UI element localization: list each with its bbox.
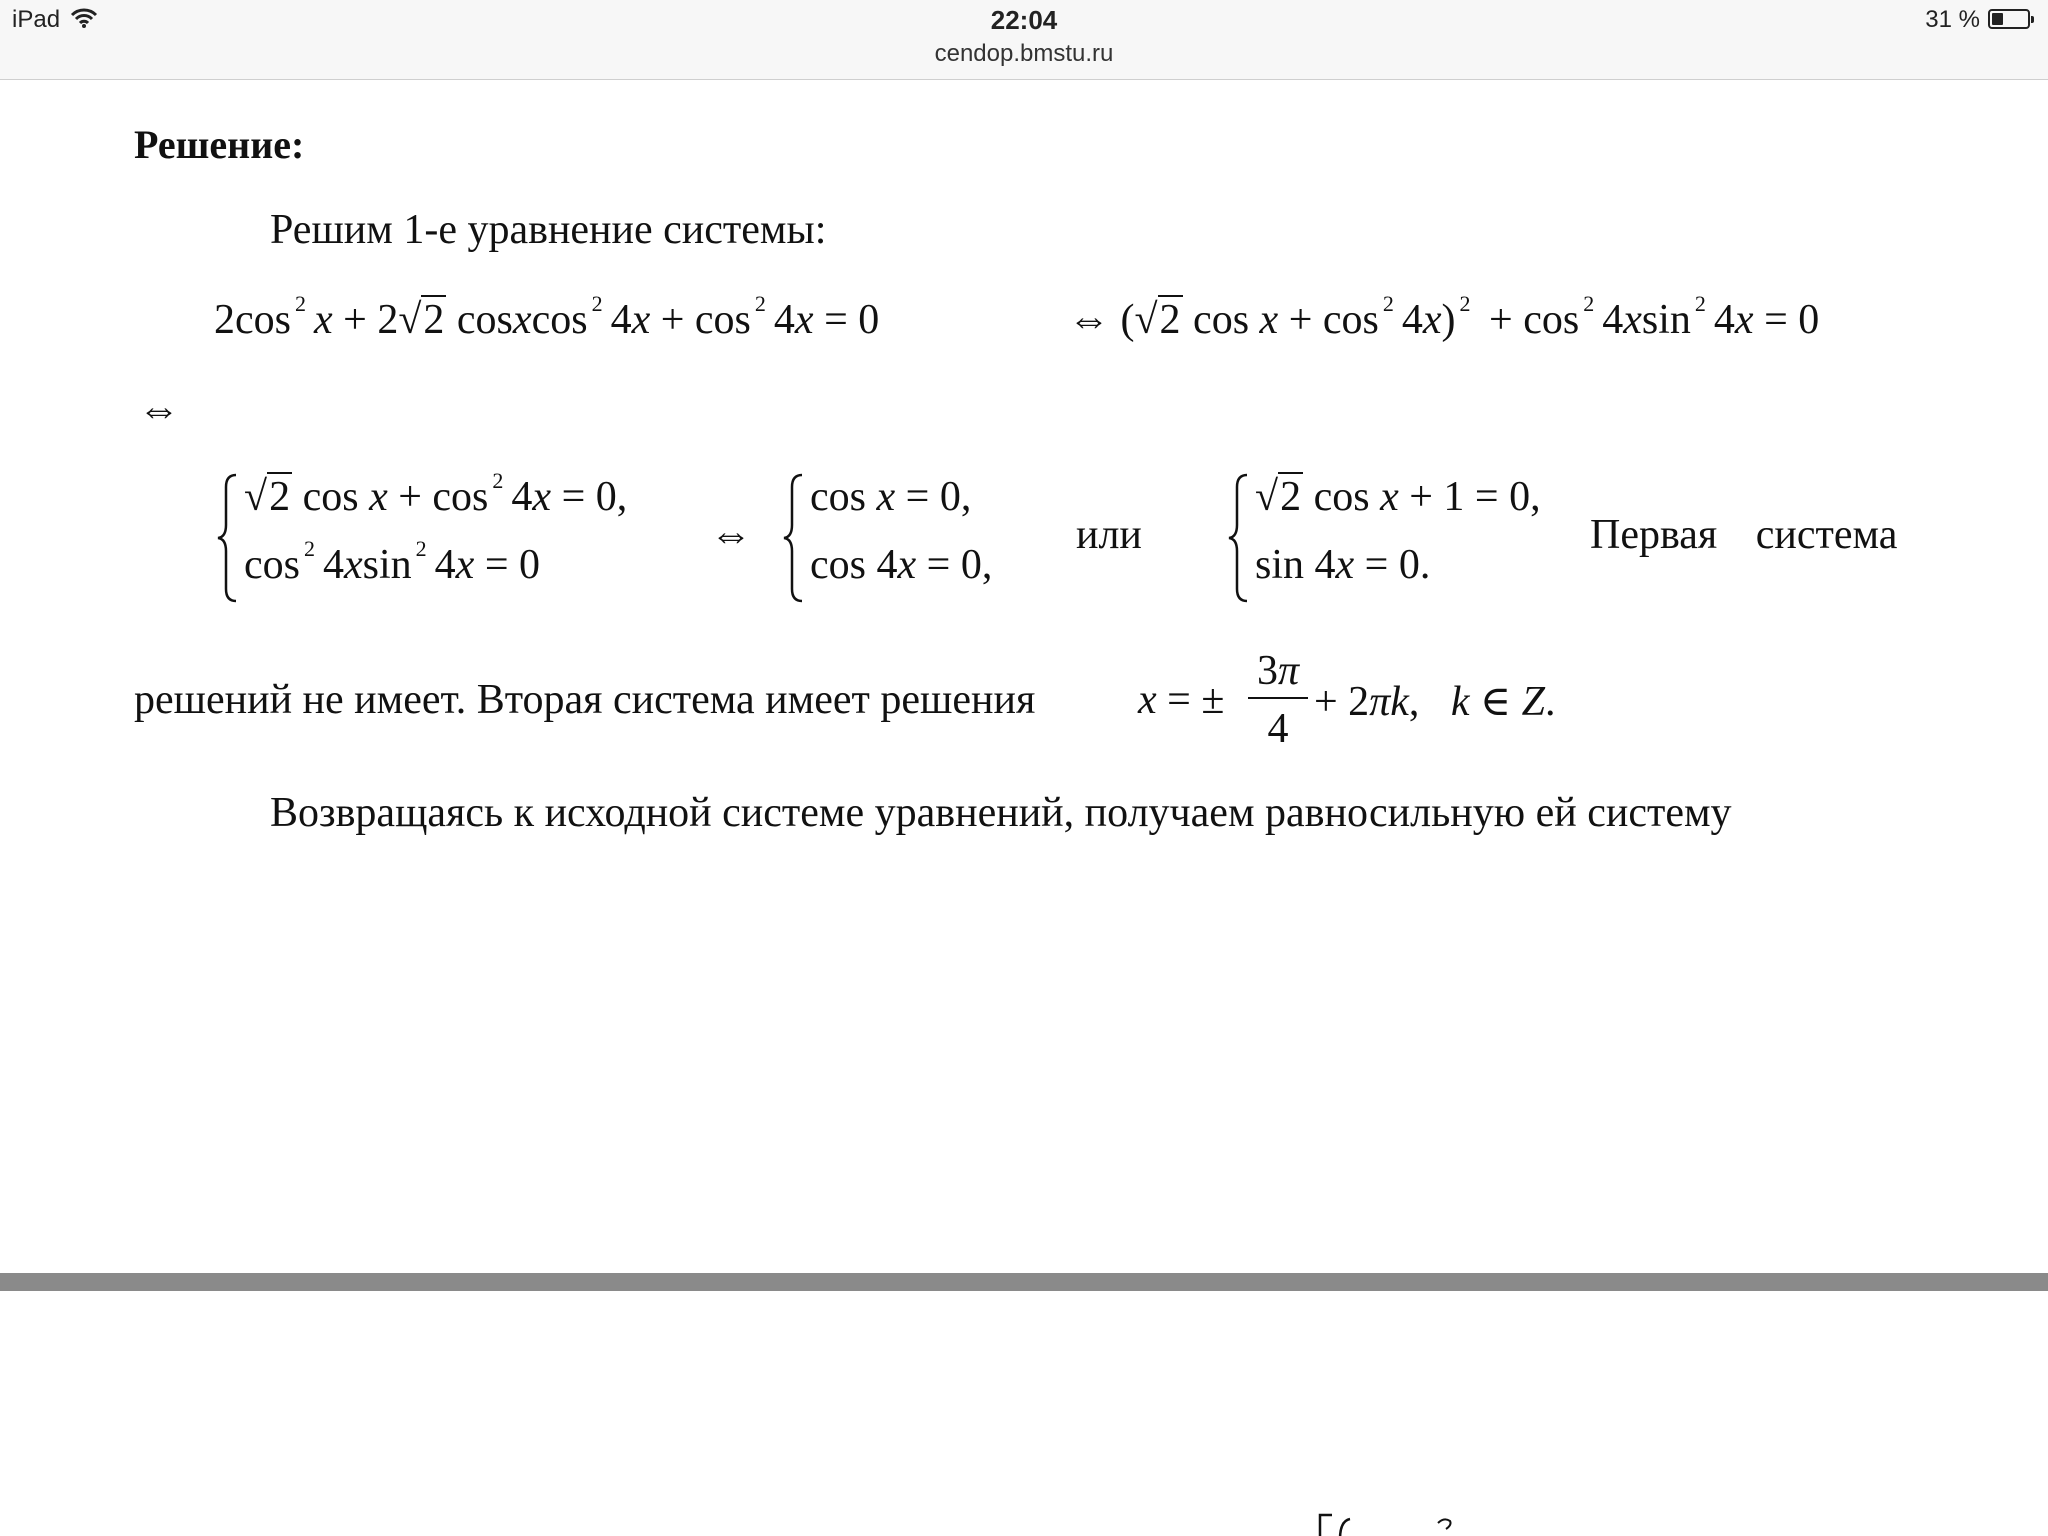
equivalence-symbol: ⇔ xyxy=(138,387,180,433)
page-divider xyxy=(0,1273,2048,1291)
system-1-row-2: cos $^2$ 4xsin $^2$ 4x = 0 xyxy=(244,536,541,588)
next-page-fragment xyxy=(1310,1509,1470,1536)
equivalence-symbol: ⇔ xyxy=(1068,297,1110,343)
device-name: iPad xyxy=(12,6,61,33)
solution-lhs: x = ± xyxy=(1138,677,1225,723)
battery-percentage: 31 % xyxy=(1925,6,1980,33)
or-word: или xyxy=(1076,512,1142,558)
battery-level-fill xyxy=(1992,13,2003,25)
system-2-row-2: cos 4x = 0, xyxy=(810,542,993,588)
document-page xyxy=(0,81,2048,1271)
solution-heading: Решение: xyxy=(134,122,305,167)
equation-1: 2cos $^2$ x + 2√2 cosxcos $^2$ 4x + cos $^2$ 4x = 0 xyxy=(214,291,880,343)
address-url[interactable]: cendop.bmstu.ru xyxy=(934,40,1114,67)
next-page xyxy=(0,1291,2048,1536)
system-3-row-1: √2 cos x + 1 = 0, xyxy=(1255,474,1541,520)
brace-icon xyxy=(782,473,804,603)
brace-icon xyxy=(216,473,238,603)
equation-2: ⇔ (√2 cos x + cos $^2$ 4x) $^2$ + cos $^2$ 4xsin $^2$ 4x = 0 xyxy=(1068,291,1820,343)
fraction: 3π 4 xyxy=(1248,647,1308,753)
paragraph-return: Возвращаясь к исходной системе уравнений, получаем равносильную ей систему xyxy=(270,790,1732,836)
status-bar xyxy=(0,0,2048,80)
paragraph-solutions: решений не имеет. Вторая система имеет решения xyxy=(134,677,1036,723)
system-2-row-1: cos x = 0, xyxy=(810,474,972,520)
system-1-row-1: √2 cos x + cos $^2$ 4x = 0, xyxy=(244,468,628,520)
first-system-note: Первая система xyxy=(1590,512,1898,558)
equivalence-symbol: ⇔ xyxy=(710,512,752,558)
clock: 22:04 xyxy=(990,5,1058,35)
brace-icon xyxy=(1227,473,1249,603)
solution-rhs: + 2πk, k ∈ Z. xyxy=(1314,679,1556,725)
system-3-row-2: sin 4x = 0. xyxy=(1255,542,1431,588)
battery-icon xyxy=(1988,9,2030,29)
intro-text: Решим 1-е уравнение системы: xyxy=(270,207,827,253)
